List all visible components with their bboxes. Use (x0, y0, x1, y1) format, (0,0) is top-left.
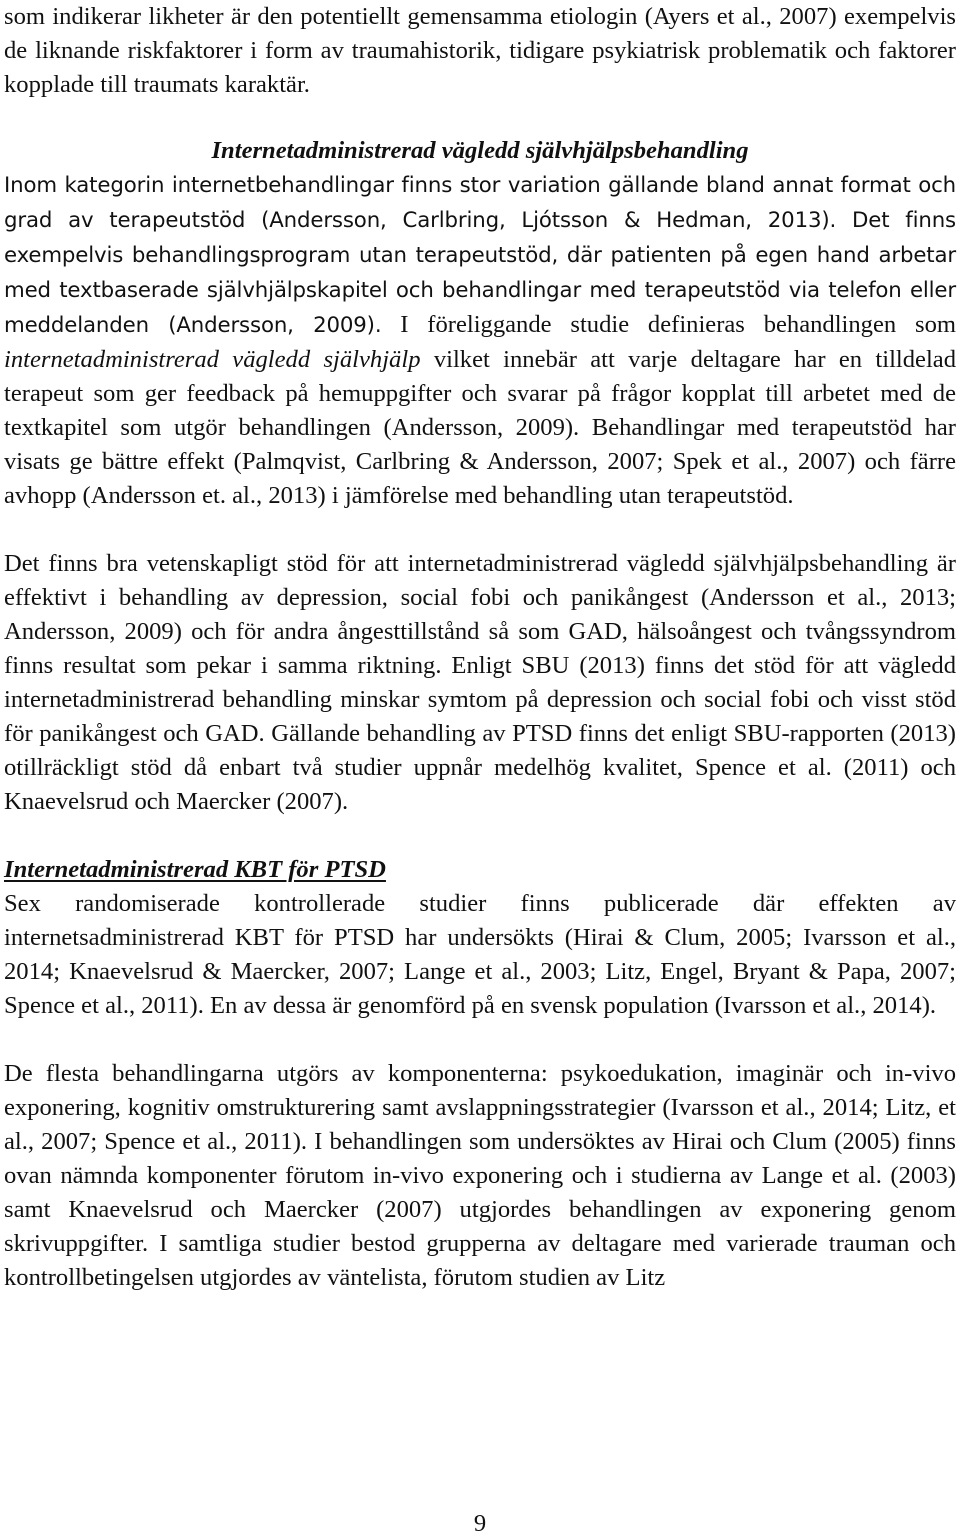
paragraph-italic-term: internetadministrerad vägledd självhjälp (4, 346, 421, 373)
section-heading-internet-cbt-ptsd: Internetadministrerad KBT för PTSD (4, 856, 386, 883)
section-heading-guided-self-help: Internetadministrerad vägledd självhjälpsbehandling (211, 137, 749, 164)
intro-paragraph: som indikerar likheter är den potentiellt gemensamma etiologin (Ayers et al., 2007) exempelvis de liknande riskfaktorer i form av traumahistorik, tidigare psykiatrisk problematik och faktorer kopplade till traumats karaktär. (4, 3, 956, 98)
paragraph-treatment-components: De flesta behandlingarna utgörs av komponenterna: psykoedukation, imaginär och in-vivo exponering, kognitiv omstrukturering samt avslappningsstrategier (Ivarsson et al., 2014; Litz, et al., 2007; Spence et al., 2011). I behandlingen som undersöktes av Hirai och Clum (2005) finns ovan nämnda komponenter förutom in-vivo exponering och i studierna av Lange et al. (2003) samt Knaevelsrud och Maercker (2007) utgjordes behandlingen av exponering genom skrivuppgifter. I samtliga studier bestod grupperna av deltagare med varierade trauman och kontrollbetingelsen utgjordes av väntelista, förutom studien av Litz (4, 1060, 956, 1291)
document-page (4, 0, 956, 1295)
paragraph-sans-run: Inom kategorin internetbehandlingar finns stor variation gällande bland annat format och grad av terapeutstöd (Andersson, Carlbring, Ljótsson & Hedman, 2013). Det finns exempelvis behandlingsprogram utan terapeutstöd, där patienten på egen hand arbetar med textbaserade självhjälpskapitel och behandlingar med terapeutstöd via telefon eller meddelanden (Andersson, 2009). (4, 173, 956, 338)
paragraph-serif-run-continued: vilket innebär att varje deltagare har en tilldelad terapeut som ger feedback på hemuppgifter och svarar på frågor kopplat till arbetet med de textkapitel som utgör behandlingen (Andersson, 2009). Behandlingar med terapeutstöd har visats ge bättre effekt (Palmqvist, Carlbring & Andersson, 2007; Spek et al., 2007) och färre avhopp (Andersson et. al., 2013) i jämförelse med behandling utan terapeutstöd. (4, 346, 956, 509)
paragraph-scientific-support: Det finns bra vetenskapligt stöd för att internetadministrerad vägledd självhjälpsbehandling är effektivt i behandling av depression, social fobi och panikångest (Andersson et al., 2013; Andersson, 2009) och för andra ångesttillstånd så som GAD, hälsoångest och tvångssyndrom finns resultat som pekar i samma riktning. Enligt SBU (2013) finns det stöd för att vägledd internetadministrerad behandling minskar symtom på depression och social fobi och visst stöd för panikångest och GAD. Gällande behandling av PTSD finns det enligt SBU-rapporten (2013) otillräckligt stöd då enbart två studier uppnår medelhög kvalitet, Spence et al. (2011) och Knaevelsrud och Maercker (2007). (4, 550, 956, 815)
paragraph-serif-run: I föreliggande studie definieras behandlingen som (381, 311, 956, 338)
paragraph-rct-studies: Sex randomiserade kontrollerade studier finns publicerade där effekten av internetsadministrerad KBT för PTSD har undersökts (Hirai & Clum, 2005; Ivarsson et al., 2014; Knaevelsrud & Maercker, 2007; Lange et al., 2003; Litz, Engel, Bryant & Papa, 2007; Spence et al., 2011). En av dessa är genomförd på en svensk population (Ivarsson et al., 2014). (4, 890, 956, 1019)
page-number: 9 (473, 1510, 487, 1537)
paragraph-treatment-definition (4, 168, 956, 513)
